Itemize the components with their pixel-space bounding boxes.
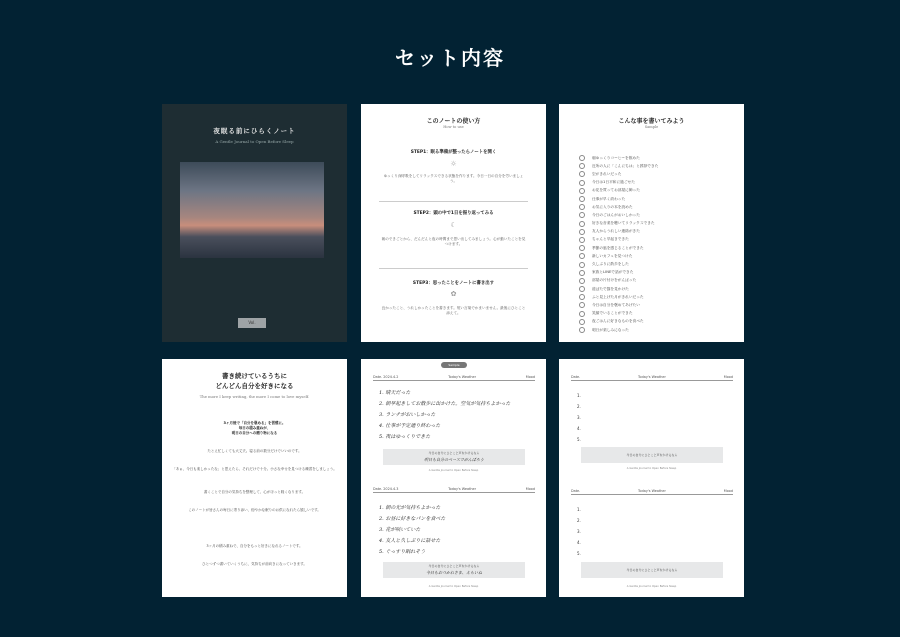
- circle-icon: [579, 237, 585, 243]
- howto-subtitle: How to use: [443, 125, 464, 129]
- message-box: 今日の自分にひとこと声をかけるなら: [581, 447, 723, 463]
- circle-icon: [579, 286, 585, 292]
- page-footer: A Gentle Journal to Open Before Sleep: [626, 467, 677, 470]
- handwritten-line: 2. 朝早起きしてお散歩に出かけた。空気が気持ちよかった: [379, 401, 511, 407]
- circle-icon: [579, 196, 585, 202]
- circle-icon: [579, 221, 585, 227]
- step1-label: STEP1：眠る準備が整ったらノートを開く: [410, 150, 497, 155]
- list-item: 仕事が早く終わった: [579, 195, 734, 203]
- handwritten-line: 1. 晴天だった: [379, 390, 411, 396]
- howto-page: [361, 104, 546, 342]
- handwritten-line: 4. 友人と久しぶりに話せた: [379, 538, 441, 544]
- sample-title: こんな事を書いてみよう: [618, 118, 685, 125]
- page-title: セット内容: [395, 46, 505, 70]
- list-item: 夜ごはんに好きなものを食べた: [579, 318, 734, 326]
- page-footer: A Gentle Journal to Open Before Sleep: [428, 469, 479, 472]
- list-item: 朝ゆっくりコーヒーを飲めた: [579, 154, 734, 162]
- circle-icon: [579, 204, 585, 210]
- circle-icon: [579, 171, 585, 177]
- step2-label: STEP2：頭の中で1日を振り返ってみる: [413, 211, 494, 216]
- circle-icon: [579, 245, 585, 251]
- list-item: 今日は自分を褒めてあげたい: [579, 301, 734, 309]
- moon-icon: ☾: [450, 221, 457, 229]
- sunset-photo: [180, 162, 324, 258]
- intro-para: たとえ忙しくても大丈夫。寝る前の数分だけでいいのです。: [207, 449, 302, 453]
- handwritten-line: 5. 夜はゆっくりできた: [379, 434, 431, 440]
- list-item: 今日のごはんがおいしかった: [579, 211, 734, 219]
- list-item: 久しぶりに散歩をした: [579, 260, 734, 268]
- list-item: 新しいカフェを見つけた: [579, 252, 734, 260]
- intro-bold-3: 明日の自分への贈り物になる: [231, 431, 278, 435]
- list-item: お花を買ってお部屋に飾った: [579, 187, 734, 195]
- intro-title-line1: 書き続けているうちに: [222, 372, 287, 380]
- diary-blank-page: Date. Today's Weather Mood 1. 2. 3. 4. 5. 今日の自分にひとこと声をかけるなら A Gentle Journal to Open Before Sleep Date. Today's Weather Mood 1. 2. 3. 4. 5. 今日の自分にひとこと声をかけるなら A Gentle Journal to Open Before Sleep: [559, 359, 744, 597]
- list-item: 空がきれいだった: [579, 170, 734, 178]
- entry-header: Date. 2024.4.3 Today's Weather Mood: [373, 487, 535, 491]
- intro-para: 3ヶ月の積み重ねで、自分をもっと好きになれるノートです。: [206, 544, 303, 548]
- intro-title-line2: どんどん自分を好きになる: [215, 382, 294, 390]
- message-box: 今日の自分にひとこと声をかけるなら: [581, 562, 723, 578]
- circle-icon: [579, 163, 585, 169]
- handwritten-line: 2. お昼に好きなパンを食べた: [379, 516, 446, 522]
- sample-list: [579, 154, 734, 334]
- intro-para: ひとつずつ書いていくうちに、気持ちが前向きになっていきます。: [202, 562, 307, 566]
- step1-text: ゆっくり深呼吸をしてリラックスできる状態を作ります。今日一日の自分を労いましょう。: [383, 174, 524, 183]
- page-footer: A Gentle Journal to Open Before Sleep: [428, 585, 479, 588]
- intro-bold-1: 3ヶ月後で「自分を褒める」を習慣に。: [223, 421, 286, 425]
- list-item: 好きな音楽を聴いてリラックスできた: [579, 220, 734, 228]
- cover-title: 夜眠る前にひらくノート: [213, 127, 296, 135]
- handwritten-line: 3. 花が咲いていた: [379, 527, 421, 533]
- sun-icon: ☼: [450, 160, 457, 168]
- list-item: 道ばたで猫を見かけた: [579, 285, 734, 293]
- cover-page: [162, 104, 347, 342]
- circle-icon: [579, 294, 585, 300]
- handwritten-line: 3. ランチがおいしかった: [379, 412, 436, 418]
- entry-header: Date. Today's Weather Mood: [571, 375, 733, 379]
- intro-page: [162, 359, 347, 597]
- intro-bold-2: 毎日の積み重ねが、: [238, 426, 271, 430]
- list-item: 家族とLINEで話ができた: [579, 269, 734, 277]
- list-item: 季節の風を感じることができた: [579, 244, 734, 252]
- step2-text: 朝のできごとから、だんだんと夜の時間まで思い出してみましょう。心が動いたことを見つけます。: [381, 237, 526, 246]
- handwritten-line: 4. 仕事が予定通り終わった: [379, 423, 441, 429]
- circle-icon: [579, 188, 585, 194]
- circle-icon: [579, 229, 585, 235]
- circle-icon: [579, 302, 585, 308]
- handwritten-line: 5. ぐっすり眠れそう: [379, 549, 426, 555]
- sample-page: [559, 104, 744, 342]
- sample-badge: Sample: [441, 362, 467, 368]
- circle-icon: [579, 253, 585, 259]
- list-item: 部屋の片付けをがんばった: [579, 277, 734, 285]
- divider: [379, 201, 528, 202]
- intro-para: このノートが皆さんの毎日に寄り添い、穏やかな眠りのお供になれたら嬉しいです。: [188, 508, 321, 512]
- list-item: 笑顔でいることができた: [579, 310, 734, 318]
- list-item: ふと見上げた月がきれいだった: [579, 293, 734, 301]
- cover-subtitle: A Gentle Journal to Open Before Sleep: [215, 139, 294, 144]
- circle-icon: [579, 327, 585, 333]
- lotus-icon: ✿: [450, 290, 457, 298]
- circle-icon: [579, 270, 585, 276]
- list-item: 友人からうれしい連絡がきた: [579, 228, 734, 236]
- circle-icon: [579, 262, 585, 268]
- message-box: 今日の自分にひとこと声をかけるなら 今日もおつかれさま、えらいね: [383, 562, 525, 578]
- step3-label: STEP3：思ったことをノートに書き出す: [412, 281, 495, 286]
- list-item: 今日は1日平和に過ごせた: [579, 179, 734, 187]
- step3-text: 良かったこと、うれしかったことを書きます。短い言葉でかまいません。最後にひとこと添えて。: [381, 306, 526, 315]
- intro-subtitle: The more I keep writing, the more I come to love myself.: [199, 394, 310, 399]
- entry-header: Date. Today's Weather Mood: [571, 489, 733, 493]
- circle-icon: [579, 311, 585, 317]
- list-item: ちゃんと早起きできた: [579, 236, 734, 244]
- handwritten-line: 1. 朝の光が気持ちよかった: [379, 505, 441, 511]
- circle-icon: [579, 278, 585, 284]
- diary-sample-page: [361, 359, 546, 597]
- howto-title: このノートの使い方: [426, 118, 481, 125]
- intro-para: 「あぁ、今日も楽しかったな」と思えたら、それだけで十分。小さな幸せを見つける練習をしましょう。: [172, 467, 337, 471]
- page-footer: A Gentle Journal to Open Before Sleep: [626, 585, 677, 588]
- circle-icon: [579, 155, 585, 161]
- list-item: 明日が楽しみになった: [579, 326, 734, 334]
- message-box: 今日の自分にひとこと声をかけるなら 明日も自分のペースでがんばろう: [383, 449, 525, 465]
- list-item: お気に入りの本を読めた: [579, 203, 734, 211]
- circle-icon: [579, 319, 585, 325]
- list-item: 近所の人に「こんにちは」と挨拶できた: [579, 162, 734, 170]
- intro-para: 書くことで自分の気持ちを整理して、心がほっと軽くなります。: [203, 490, 306, 494]
- entry-header: Date. 2024.4.2 Today's Weather Mood: [373, 375, 535, 379]
- vol-label: Vol.: [238, 318, 266, 328]
- circle-icon: [579, 180, 585, 186]
- circle-icon: [579, 212, 585, 218]
- sample-subtitle: Sample: [644, 125, 659, 129]
- divider: [379, 268, 528, 269]
